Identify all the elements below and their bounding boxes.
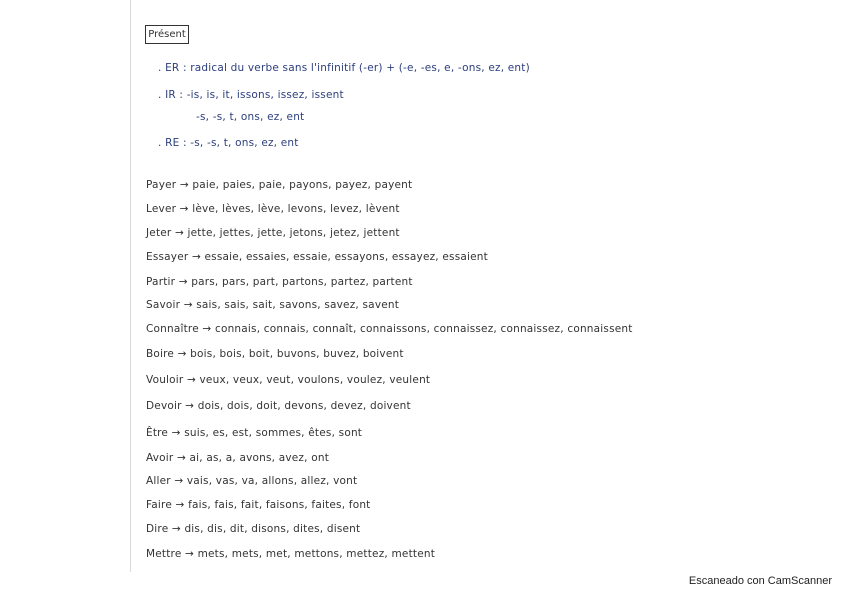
verb-forms: bois, bois, boit, buvons, buvez, boivent	[190, 348, 404, 360]
rule-ir	[158, 89, 344, 101]
verb-forms: connais, connais, connaît, connaissons, connaissez, connaissez, connaissent	[214, 323, 633, 335]
verb-line: Faire → fais, fais, fait, faisons, faites, font	[146, 499, 371, 511]
verb-line: Savoir → sais, sais, sait, savons, savez, savent	[146, 299, 400, 311]
verb-name: Jeter	[146, 227, 172, 239]
rule-er	[158, 62, 530, 74]
verb-line: Avoir → ai, as, a, avons, avez, ont	[146, 452, 330, 464]
verb-line: Lever → lève, lèves, lève, levons, levez, lèvent	[146, 203, 400, 215]
verb-forms: fais, fais, fait, faisons, faites, font	[188, 499, 371, 511]
verb-name: Dire	[146, 523, 169, 535]
verb-name: Avoir	[146, 452, 174, 464]
rule-ir-label: . IR	[158, 89, 176, 101]
verb-name: Payer	[146, 179, 177, 191]
verb-line: Être → suis, es, est, sommes, êtes, sont	[146, 427, 363, 439]
verb-forms: suis, es, est, sommes, êtes, sont	[184, 427, 363, 439]
verb-forms: mets, mets, met, mettons, mettez, mettent	[197, 548, 436, 560]
verb-forms: veux, veux, veut, voulons, voulez, veulent	[199, 374, 431, 386]
verb-name: Connaître	[146, 323, 199, 335]
verb-name: Aller	[146, 475, 171, 487]
margin-line	[130, 0, 131, 572]
verb-line: Aller → vais, vas, va, allons, allez, vont	[146, 475, 358, 487]
rule-ir-alt-text: -s, -s, t, ons, ez, ent	[196, 111, 305, 123]
verb-forms: dis, dis, dit, disons, dites, disent	[184, 523, 361, 535]
verb-forms: paie, paies, paie, payons, payez, payent	[192, 179, 413, 191]
verb-name: Mettre	[146, 548, 182, 560]
verb-name: Lever	[146, 203, 177, 215]
verb-line: Vouloir → veux, veux, veut, voulons, voulez, veulent	[146, 374, 431, 386]
verb-forms: lève, lèves, lève, levons, levez, lèvent	[192, 203, 400, 215]
verb-name: Être	[146, 427, 169, 439]
verb-name: Boire	[146, 348, 175, 360]
verb-line: Dire → dis, dis, dit, disons, dites, disent	[146, 523, 361, 535]
verb-line: Partir → pars, pars, part, partons, partez, partent	[146, 276, 413, 288]
verb-name: Essayer	[146, 251, 189, 263]
verb-forms: ai, as, a, avons, avez, ont	[189, 452, 330, 464]
verb-line: Boire → bois, bois, boit, buvons, buvez, boivent	[146, 348, 404, 360]
verb-forms: jette, jettes, jette, jetons, jetez, jettent	[187, 227, 400, 239]
rule-re-text: : -s, -s, t, ons, ez, ent	[182, 137, 299, 149]
rule-ir-alt	[196, 111, 304, 123]
verb-line: Jeter → jette, jettes, jette, jetons, jetez, jettent	[146, 227, 400, 239]
rule-er-label: . ER	[158, 62, 180, 74]
verb-name: Vouloir	[146, 374, 184, 386]
rule-ir-text: : -is, is, it, issons, issez, issent	[179, 89, 344, 101]
rule-er-text: : radical du verbe sans l'infinitif (-er) + (-e, -es, e, -ons, ez, ent)	[182, 62, 530, 74]
verb-forms: sais, sais, sait, savons, savez, savent	[196, 299, 400, 311]
verb-name: Partir	[146, 276, 176, 288]
verb-forms: vais, vas, va, allons, allez, vont	[186, 475, 358, 487]
verb-line: Essayer → essaie, essaies, essaie, essayons, essayez, essaient	[146, 251, 488, 263]
verb-line: Payer → paie, paies, paie, payons, payez, payent	[146, 179, 413, 191]
verb-name: Savoir	[146, 299, 181, 311]
verb-name: Faire	[146, 499, 172, 511]
verb-forms: dois, dois, doit, devons, devez, doivent	[197, 400, 411, 412]
verb-forms: pars, pars, part, partons, partez, partent	[191, 276, 413, 288]
verb-name: Devoir	[146, 400, 182, 412]
scanner-watermark: Escaneado con CamScanner	[688, 575, 832, 587]
verb-line: Devoir → dois, dois, doit, devons, devez, doivent	[146, 400, 411, 412]
verb-line: Connaître → connais, connais, connaît, connaissons, connaissez, connaissez, connaissent	[146, 323, 633, 335]
verb-forms: essaie, essaies, essaie, essayons, essayez, essaient	[204, 251, 488, 263]
rule-re-label: . RE	[158, 137, 180, 149]
rule-re	[158, 137, 299, 149]
heading-box: Présent	[145, 25, 189, 44]
verb-line: Mettre → mets, mets, met, mettons, mettez, mettent	[146, 548, 436, 560]
